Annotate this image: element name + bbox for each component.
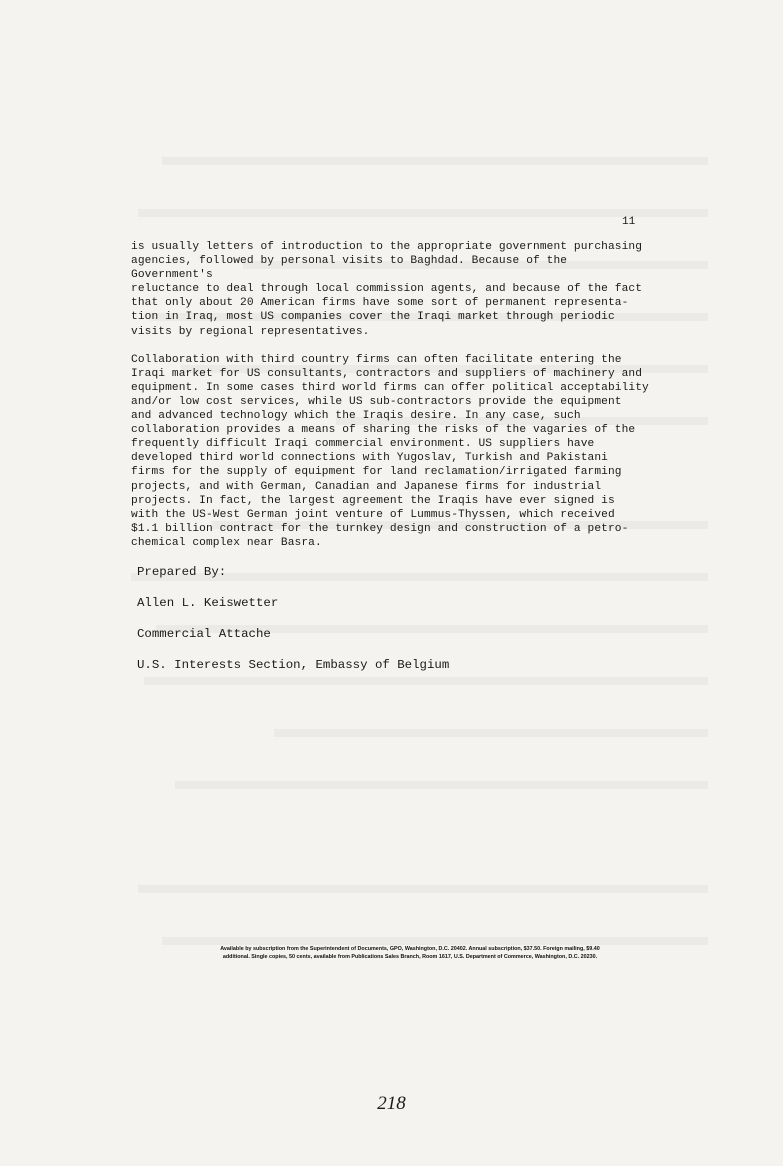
paragraph-2: Collaboration with third country firms can often facilitate entering the Iraqi market for US consultants, contractors and suppliers of machinery and equipment. In some cases third world firms can offer political acceptability and/or low cost services, while US sub-contractors provide the equipment and advanced technology which the Iraqis desire. In any case, such collaboration provides a means of sharing the risks of the vagaries of the frequently difficult Iraqi commercial environment. US suppliers have developed third world connections with Yugoslav, Turkish and Pakistani firms for the supply of equipment for land reclamation/irrigated farming projects, and with German, Canadian and Japanese firms for industrial projects. In fact, the largest agreement the Iraqis have ever signed is with the US-West German joint venture of Lummus-Thyssen, which received $1.1 billion contract for the turnkey design and construction of a petro- chemical complex near Basra. bbox=[131, 353, 649, 549]
author-title: Commercial Attache bbox=[137, 626, 271, 641]
subscription-footnote bbox=[140, 946, 680, 961]
folio-page-number: 218 bbox=[377, 1093, 406, 1114]
page-number-top: 11 bbox=[622, 216, 636, 228]
prepared-by-heading: Prepared By: bbox=[137, 564, 227, 579]
paragraph-1: is usually letters of introduction to the appropriate government purchasing agencies, followed by personal visits to Baghdad. Because of the Government's reluctance to deal through local commission agents, and because of the fact that only about 20 American firms have some sort of permanent representa- tion in Iraq, most US companies cover the Iraqi market through periodic visits by regional representatives. bbox=[131, 241, 643, 338]
body-text bbox=[131, 240, 651, 564]
author-name: Allen L. Keiswetter bbox=[137, 595, 279, 610]
footnote-line-1: Available by subscription from the Superintendent of Documents, GPO, Washington, D.C. 20402. Annual subscription, $37.50. Foreign mailing, $9.40 bbox=[220, 946, 600, 952]
footnote-line-2: additional. Single copies, 50 cents, available from Publications Sales Branch, Room 1617, U.S. Department of Commerce, Washington, D.C. 20230. bbox=[222, 953, 598, 960]
author-office: U.S. Interests Section, Embassy of Belgium bbox=[137, 657, 450, 672]
prepared-by-block bbox=[137, 549, 449, 689]
